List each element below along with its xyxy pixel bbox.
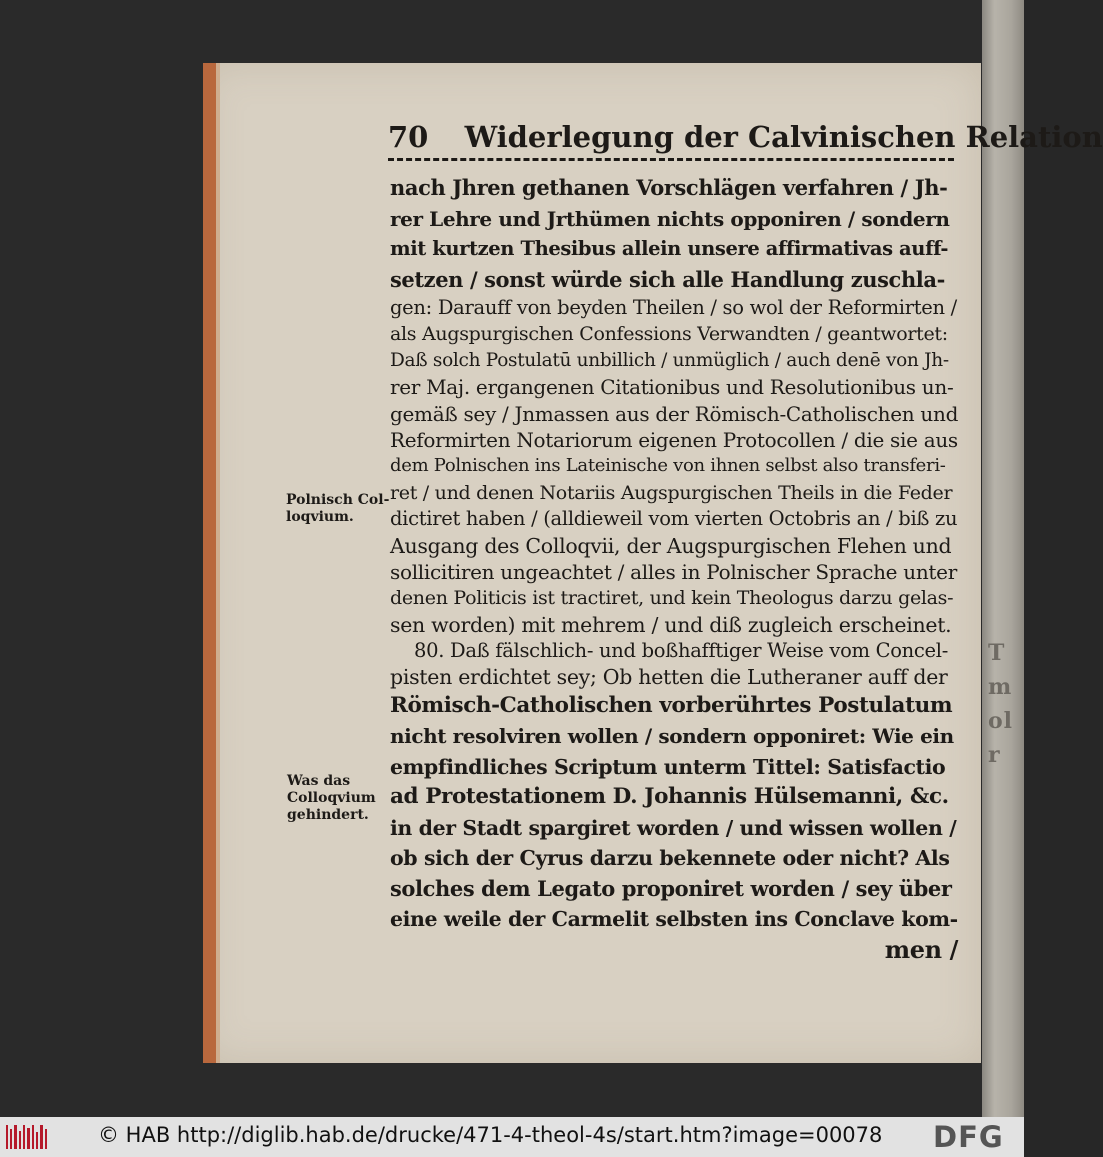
text-line: 80. Daß fälschlich- und boßhafftiger Weise vom Concel-: [414, 639, 949, 663]
text-line: gen: Darauff von beyden Theilen / so wol der Reformirten /: [390, 296, 957, 319]
text-line: Römisch-Catholischen vorberührtes Postulatum: [390, 692, 953, 718]
body-text: [390, 173, 958, 965]
running-head: [388, 120, 1103, 154]
text-line: mit kurtzen Thesibus allein unsere affirmativas auff-: [390, 237, 949, 260]
library-barcode-logo: [6, 1123, 48, 1151]
text-line: solches dem Legato proponiret worden / sey über: [390, 875, 952, 901]
text-line: gemäß sey / Jnmassen aus der Römisch-Catholischen und: [390, 401, 959, 426]
head-rule: [388, 158, 954, 161]
margin-note-colloqvium: [287, 773, 376, 824]
text-line: pisten erdichtet sey; Ob hetten die Lutheraner auff der: [390, 665, 948, 690]
text-line: sollicitiren ungeachtet / alles in Polnischer Sprache unter: [390, 559, 957, 584]
text-line: setzen / sonst würde sich alle Handlung zuschla-: [390, 266, 945, 292]
margin-note-line: Was das: [287, 773, 351, 789]
text-line: nach Jhren gethanen Vorschlägen verfahren / Jh-: [390, 175, 948, 200]
text-line: men /: [884, 934, 958, 964]
page-binding-edge: [203, 63, 216, 1063]
text-line: Reformirten Notariorum eigenen Protocollen / die sie aus: [390, 427, 958, 452]
text-line: rer Maj. ergangenen Citationibus und Resolutionibus un-: [390, 375, 954, 400]
text-line: ob sich der Cyrus darzu bekennete oder nicht? Als: [390, 846, 950, 871]
text-line: dem Polnischen ins Lateinische von ihnen selbst also transferi-: [390, 455, 946, 477]
margin-note-line: Colloqvium: [287, 790, 376, 806]
text-line: ret / und denen Notariis Augspurgischen Theils in die Feder: [390, 481, 953, 504]
footer-bar: [0, 1117, 1024, 1157]
page-binding-shadow: [216, 63, 220, 1063]
text-line: empfindliches Scriptum unterm Tittel: Satisfactio: [390, 754, 946, 779]
text-line: als Augspurgischen Confessions Verwandten / geantwortet:: [390, 323, 948, 346]
text-line: ad Protestationem D. Johannis Hülsemanni, &c.: [390, 784, 949, 810]
text-line: dictiret haben / (alldieweil vom vierten Octobris an / biß zu: [390, 507, 958, 531]
text-line: denen Politicis ist tractiret, und kein Theologus darzu gelas-: [390, 587, 954, 610]
text-line: nicht resolviren wollen / sondern opponiret: Wie ein: [390, 724, 954, 749]
margin-note-polnisch: [286, 492, 389, 526]
running-title: Widerlegung der Calvinischen Relation: [464, 120, 1103, 154]
footer-attribution-link[interactable]: © HAB http://diglib.hab.de/drucke/471-4-theol-4s/start.htm?image=00078: [98, 1123, 883, 1147]
text-line: Ausgang des Colloqvii, der Augspurgischen Flehen und: [390, 533, 952, 558]
next-page-edge: [982, 0, 1024, 1117]
text-line: eine weile der Carmelit selbsten ins Conclave kom-: [390, 907, 958, 932]
text-line: Daß solch Postulatū unbillich / unmüglich / auch denē von Jh-: [390, 349, 949, 371]
margin-note-line: loqvium.: [286, 509, 354, 525]
dfg-logo: DFG: [933, 1120, 1004, 1154]
text-line: sen worden) mit mehrem / und diß zugleich erscheinet.: [390, 612, 952, 637]
margin-note-line: Polnisch Col-: [286, 492, 390, 508]
bleed-through: T m ol r: [988, 640, 1014, 768]
text-line: rer Lehre und Jrthümen nichts opponiren / sondern: [390, 206, 950, 231]
text-line: in der Stadt spargiret worden / und wissen wollen /: [390, 815, 957, 840]
page-number: 70: [388, 120, 429, 154]
margin-note-line: gehindert.: [287, 807, 369, 823]
